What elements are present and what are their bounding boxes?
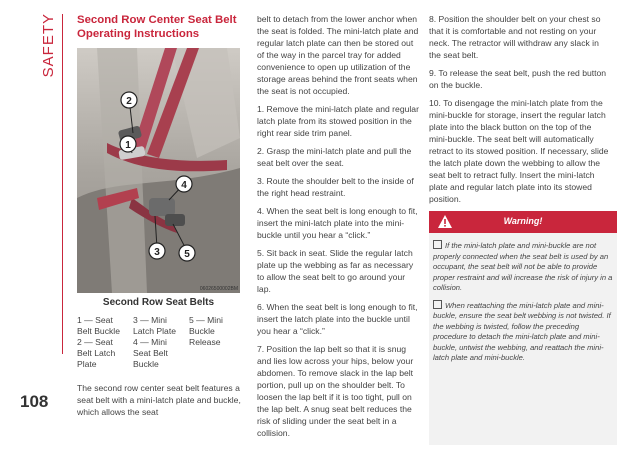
callout-4 <box>176 176 192 192</box>
instructions-column-2 <box>257 13 420 445</box>
step-2: 2. Grasp the mini-latch plate and pull the seat belt over the seat. <box>257 146 412 168</box>
step-8: 8. Position the shoulder belt on your chest so that it is comfortable and not resting on your neck. The retractor will withdraw any slack in the seat belt. <box>429 14 601 60</box>
svg-text:3: 3 <box>154 247 160 258</box>
step-3: 3. Route the shoulder belt to the inside of the right head restraint. <box>257 176 414 198</box>
section-divider <box>62 14 63 354</box>
svg-text:2: 2 <box>126 96 132 107</box>
svg-text:4: 4 <box>181 180 187 191</box>
step-9: 9. To release the seat belt, push the red button on the buckle. <box>429 68 607 90</box>
legend-item: 5 — Mini Buckle Release <box>189 315 223 347</box>
section-label: SAFETY <box>40 13 57 78</box>
step-6: 6. When the seat belt is long enough to fit, insert the latch plate into the buckle until you hear a “click.” <box>257 302 418 336</box>
checkbox-icon <box>433 300 442 309</box>
legend-item: 4 — Mini Seat Belt Buckle <box>133 337 168 369</box>
step-5: 5. Sit back in seat. Slide the regular latch plate up the webbing as far as necessary to allow the seat belt to go around your lap. <box>257 248 414 294</box>
side-tab <box>0 0 62 450</box>
legend-item: 2 — Seat Belt Latch Plate <box>77 337 116 369</box>
warning-item <box>433 300 613 364</box>
warning-item-text: If the mini-latch plate and mini-buckle are not properly connected when the seat belt is used by an occupant, the seat belt will not be able to provide proper restraint and will increase the risk of injury in a collision. <box>433 241 613 292</box>
legend-col-3 <box>189 315 241 348</box>
step-7: 7. Position the lap belt so that it is snug and lies low across your hips, below your abdomen. To remove slack in the lap belt portion, pull up on the shoulder belt. To loosen the lap belt if it is too tight, pull on the lap belt. A snug seat belt reduces the risk of sliding under the seat belt in a collision. <box>257 344 414 438</box>
checkbox-icon <box>433 240 442 249</box>
intro-text: The second row center seat belt features a seat belt with a mini-latch plate and buckle, which allows the seat <box>77 383 241 417</box>
callout-overlay <box>77 48 240 293</box>
callout-5 <box>179 245 195 261</box>
step-10: 10. To disengage the mini-latch plate from the mini-buckle for storage, insert the regular latch plate into the black button on the top of the mini-buckle. The seat belt will automatically retract to its stowed position. If necessary, slide the latch plate down the webbing to allow the seat belt to retract fully. Insert the mini-latch plate and regular latch plate into its stowed position. <box>429 98 609 204</box>
photo-code: 06026500002BM <box>199 286 238 292</box>
photo-caption: Second Row Seat Belts <box>102 297 215 308</box>
warning-item <box>433 240 613 294</box>
warning-item-text: When reattaching the mini-latch plate and mini-buckle, ensure the seat belt webbing is not twisted. If the webbing is twisted, follow the preceding procedure to detach the mini-latch plate and mini-buckle, untwist the webbing, and reattach the mini-latch plate and mini-buckle. <box>433 300 611 362</box>
svg-text:1: 1 <box>125 140 131 151</box>
callout-1 <box>120 136 136 152</box>
step-1: 1. Remove the mini-latch plate and regular latch plate from its stowed position in the right rear side trim panel. <box>257 104 419 138</box>
svg-text:5: 5 <box>184 249 190 260</box>
legend-col-1 <box>77 315 127 370</box>
step-4: 4. When the seat belt is long enough to fit, insert the mini-latch plate into the mini-buckle until you hear a “click.” <box>257 206 418 240</box>
callout-2 <box>121 92 137 108</box>
page-number: 108 <box>20 392 49 411</box>
section-title: Second Row Center Seat Belt Operating Instructions <box>77 14 237 40</box>
legend-item: 3 — Mini Latch Plate <box>133 315 176 336</box>
legend-item: 1 — Seat Belt Buckle <box>77 315 120 336</box>
seat-belt-photo <box>77 48 240 293</box>
legend-col-2 <box>133 315 185 370</box>
warning-header <box>429 211 617 233</box>
warning-text <box>433 240 613 370</box>
paragraph: belt to detach from the lower anchor when the seat is folded. The mini-latch plate and regular latch plate can then be stored out of the way in the parcel tray for added convenience to open up utilization of the storage areas behind the front seats when the seat is not occupied. <box>257 14 419 96</box>
warning-title: Warning! <box>503 216 543 226</box>
callout-3 <box>149 243 165 259</box>
instructions-column-3 <box>429 13 609 211</box>
